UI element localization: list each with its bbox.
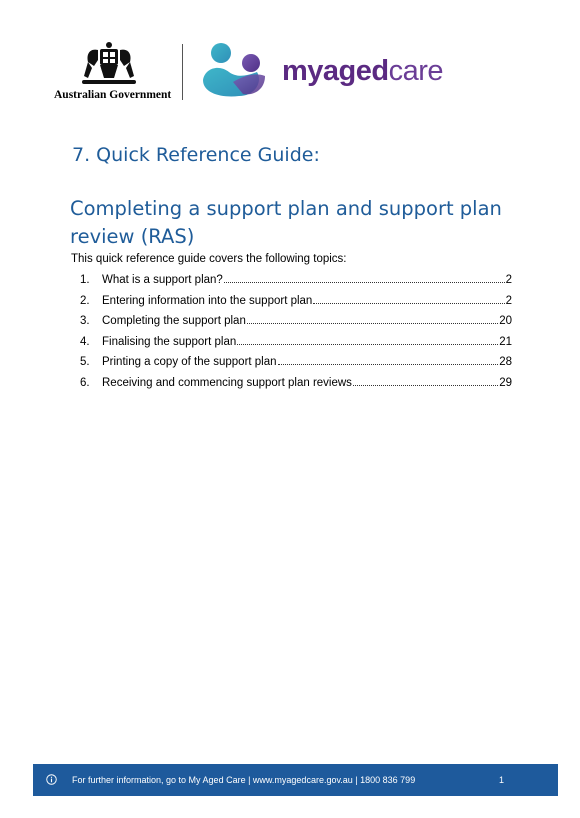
toc-label: What is a support plan? (102, 274, 223, 286)
toc-label: Printing a copy of the support plan (102, 356, 277, 369)
toc-item[interactable] (80, 355, 512, 376)
document-title: Completing a support plan and support plan review (RAS) (70, 197, 502, 248)
toc-number: 2. (80, 294, 90, 307)
toc-item[interactable] (80, 376, 512, 397)
toc-number: 1. (80, 274, 90, 286)
toc-item[interactable] (80, 335, 512, 356)
toc-page: 2 (505, 294, 512, 307)
toc-label: Finalising the support plan (102, 335, 237, 348)
brand-my: my (282, 55, 323, 87)
toc-number: 6. (80, 376, 90, 389)
toc-leader (353, 376, 498, 386)
page-header (0, 0, 580, 110)
toc-label: Completing the support plan (102, 315, 246, 328)
government-name: Australian Government (54, 89, 172, 101)
intro-text: This quick reference guide covers the following topics: (71, 253, 347, 265)
logo-divider (182, 44, 183, 100)
info-icon (46, 774, 57, 785)
coat-of-arms-icon (76, 40, 142, 88)
toc-number: 3. (80, 315, 90, 328)
footer-text: For further information, go to My Aged Care | www.myagedcare.gov.au | 1800 836 799 (72, 775, 416, 785)
page-number: 1 (499, 775, 505, 785)
toc-leader (224, 273, 505, 283)
table-of-contents (80, 273, 512, 397)
toc-number: 5. (80, 356, 90, 369)
toc-leader (237, 335, 498, 345)
brand-care: care (388, 55, 444, 87)
brand-aged: aged (322, 55, 389, 87)
toc-page: 29 (499, 376, 512, 389)
my-aged-care-logo-icon (199, 42, 269, 98)
section-title: 7. Quick Reference Guide: (72, 144, 320, 166)
toc-leader (313, 294, 504, 304)
toc-item[interactable] (80, 294, 512, 315)
toc-label: Receiving and commencing support plan reviews (102, 376, 352, 389)
toc-page: 20 (499, 315, 512, 328)
toc-page: 2 (505, 274, 512, 286)
toc-page: 21 (499, 335, 512, 348)
toc-item[interactable] (80, 314, 512, 335)
toc-item[interactable] (80, 273, 512, 294)
toc-page: 28 (499, 356, 512, 369)
toc-leader (247, 314, 498, 324)
toc-leader (278, 355, 499, 365)
toc-label: Entering information into the support plan (102, 294, 313, 307)
toc-number: 4. (80, 335, 90, 348)
page-footer (33, 764, 558, 796)
my-aged-care-wordmark (282, 54, 443, 88)
